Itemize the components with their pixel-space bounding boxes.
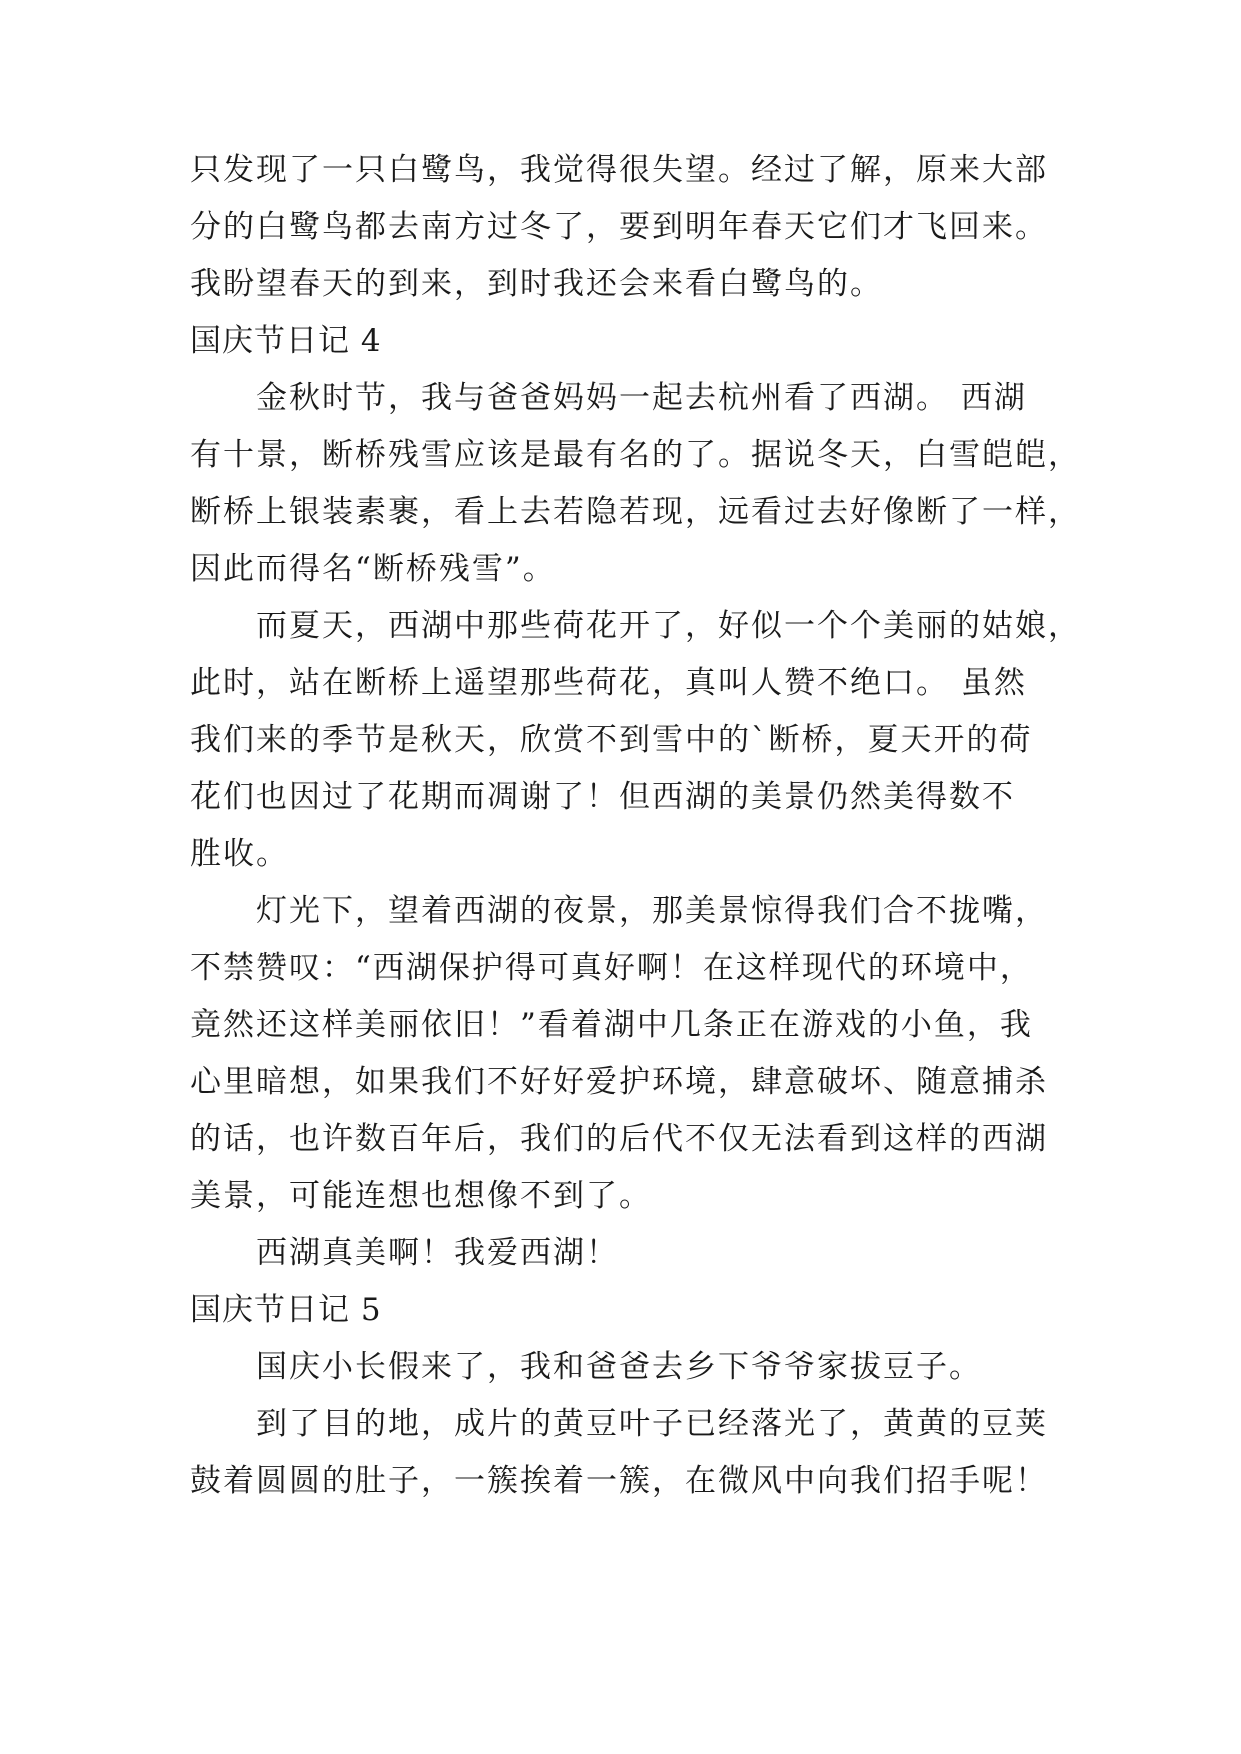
section-heading: 国庆节日记 4 [190,323,382,359]
paragraph-first-line: 而夏天，西湖中那些荷花开了，好似一个个美丽的姑娘， [256,608,1081,644]
body-text-line: 心里暗想，如果我们不好好爱护环境，肆意破坏、随意捕杀 [190,1064,1048,1100]
body-text-line: 有十景，断桥残雪应该是最有名的了。据说冬天，白雪皑皑， [190,437,1081,473]
body-text-line: 花们也因过了花期而凋谢了！但西湖的美景仍然美得数不 [190,779,1015,815]
body-text-line: 分的白鹭鸟都去南方过冬了，要到明年春天它们才飞回来。 [190,209,1048,245]
body-text-line: 我们来的季节是秋天，欣赏不到雪中的`断桥，夏天开的荷 [190,722,1033,758]
paragraph-first-line: 金秋时节，我与爸爸妈妈一起去杭州看了西湖。 西湖 [256,380,1027,416]
paragraph-first-line: 灯光下，望着西湖的夜景，那美景惊得我们合不拢嘴， [256,893,1048,929]
paragraph-first-line: 国庆小长假来了，我和爸爸去乡下爷爷家拔豆子。 [256,1349,982,1385]
paragraph-first-line: 西湖真美啊！我爱西湖！ [256,1235,619,1271]
body-text-line: 断桥上银装素裹，看上去若隐若现，远看过去好像断了一样， [190,494,1081,530]
body-text-line: 胜收。 [190,836,289,872]
body-text-line: 美景，可能连想也想像不到了。 [190,1178,652,1214]
body-text-line: 鼓着圆圆的肚子，一簇挨着一簇，在微风中向我们招手呢！ [190,1463,1048,1499]
body-text-line: 竟然还这样美丽依旧！”看着湖中几条正在游戏的小鱼，我 [190,1007,1033,1043]
body-text-line: 不禁赞叹：“西湖保护得可真好啊！在这样现代的环境中， [190,950,1033,986]
body-text-line: 因此而得名“断桥残雪”。 [190,551,556,587]
body-text-line: 我盼望春天的到来，到时我还会来看白鹭鸟的。 [190,266,883,302]
body-text-line: 的话，也许数百年后，我们的后代不仅无法看到这样的西湖 [190,1121,1048,1157]
paragraph-first-line: 到了目的地，成片的黄豆叶子已经落光了，黄黄的豆荚 [256,1406,1048,1442]
body-text-line: 只发现了一只白鹭鸟，我觉得很失望。经过了解，原来大部 [190,152,1048,188]
body-text-line: 此时，站在断桥上遥望那些荷花，真叫人赞不绝口。 虽然 [190,665,1027,701]
section-heading: 国庆节日记 5 [190,1292,382,1328]
